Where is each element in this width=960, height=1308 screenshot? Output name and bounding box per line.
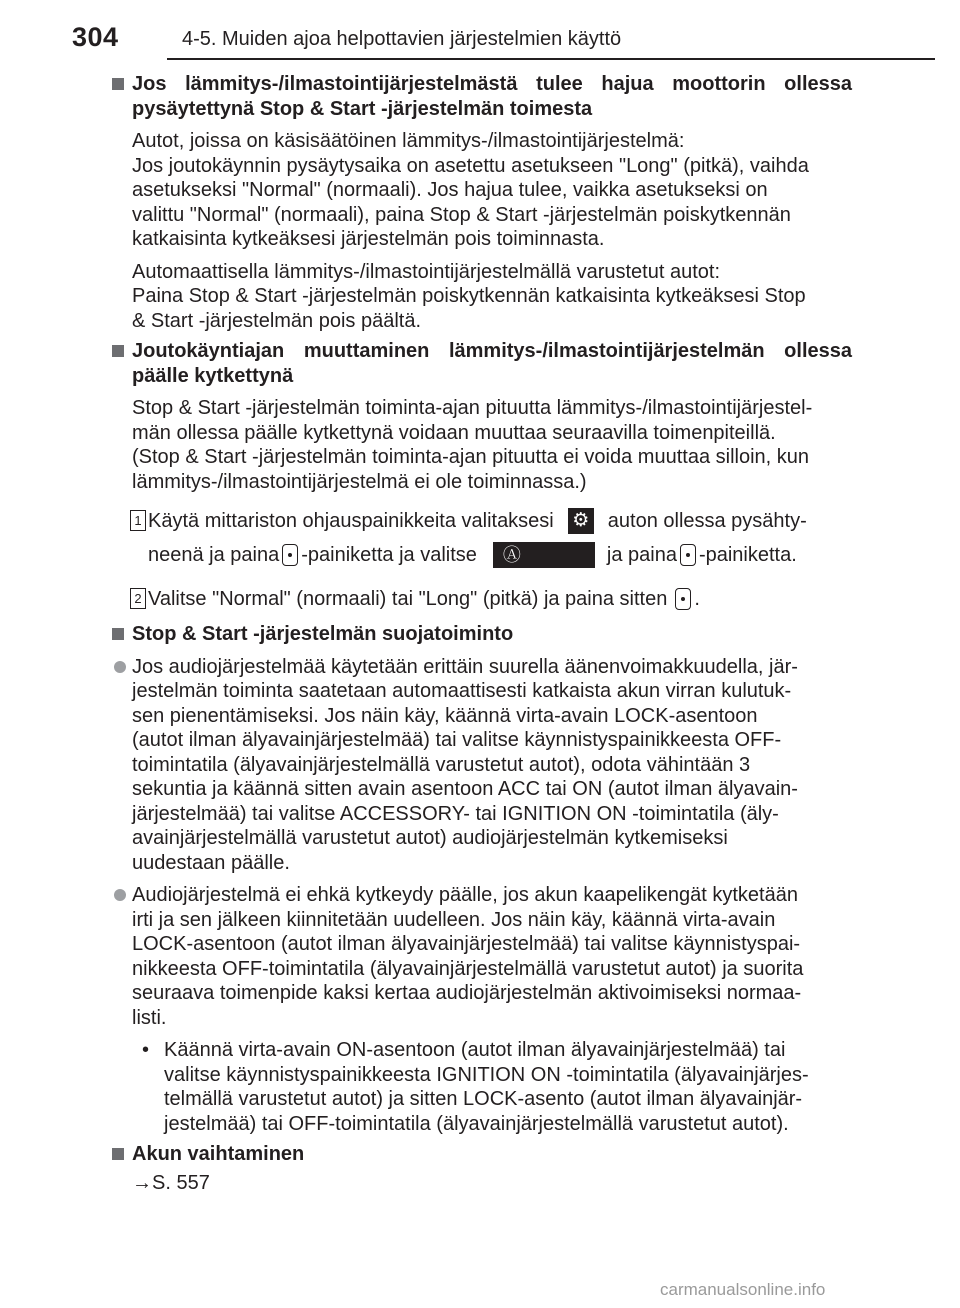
step-line: [148, 582, 852, 616]
step-text: Valitse "Normal" (normaali) tai "Long" (pitkä) ja paina sitten: [148, 587, 668, 610]
paragraph-manual-ac: [110, 129, 852, 252]
step-text: neenä ja paina: [148, 543, 280, 566]
step-text: Käytä mittariston ohjauspainikkeita valitaksesi: [148, 509, 554, 532]
page-reference: [110, 1171, 852, 1196]
step-line: [148, 504, 852, 538]
square-bullet-icon: [112, 78, 124, 90]
text-line: Stop & Start -järjestelmän toiminta-ajan pituutta lämmitys-/ilmastointijärjestel-: [132, 397, 813, 419]
text-line: järjestelmää) tai valitse ACCESSORY- tai IGNITION ON -toimintatila (äly-: [132, 802, 779, 825]
text-line: listi.: [132, 1006, 167, 1029]
arrow-icon: →: [132, 1171, 152, 1194]
step-2: [110, 582, 852, 616]
text-line: jestelmän toiminta saatetaan automaattisesti katkaista akun virran kulutuk-: [132, 680, 792, 702]
bullet-item: [110, 883, 852, 1030]
header-rule: [167, 58, 935, 60]
text-line: irti ja sen jälkeen kiinnitetään uudelleen. Jos näin käy, käännä virta-avain: [132, 908, 776, 931]
text-line: valitse käynnistyspainikkeesta IGNITION ON -toimintatila (älyavainjärjes-: [164, 1063, 809, 1086]
page-content: [110, 72, 852, 1201]
section-title: Akun vaihtaminen: [132, 1143, 305, 1165]
text-line: sekuntia ja käännä sitten avain asentoon ACC tai ON (autot ilman älyavain-: [132, 778, 798, 800]
text-line: män ollessa päälle kytkettynä voidaan muuttaa seuraavilla toimenpiteillä.: [132, 421, 776, 444]
sub-bullet-item: [110, 1038, 852, 1136]
section-title: Stop & Start -järjestelmän suojatoiminto: [132, 623, 514, 645]
text-line: Jos joutokäynnin pysäytysaika on asetettu asetukseen "Long" (pitkä), vaihda: [132, 154, 809, 177]
step-text: -painiketta ja valitse: [301, 543, 477, 566]
text-line: (Stop & Start -järjestelmän toiminta-ajan pituutta ei voida muuttaa silloin, kun: [132, 446, 810, 468]
section-heading: [110, 339, 852, 388]
round-bullet-icon: [114, 661, 126, 673]
footer-watermark: carmanualsonline.info: [660, 1280, 826, 1299]
text-line: valittu "Normal" (normaali), paina Stop & Start -järjestelmän poiskytkennän: [132, 203, 791, 226]
step-line: [148, 538, 852, 572]
text-line: Automaattisella lämmitys-/ilmastointijärjestelmällä varustetut autot:: [132, 260, 720, 283]
step-text: ja paina: [606, 543, 677, 566]
menu-item-icon: Ⓐ: [493, 542, 595, 568]
text-line: lämmitys-/ilmastointijärjestelmä ei ole toiminnassa.): [132, 470, 587, 493]
ok-button-icon: [680, 544, 696, 566]
text-line: Autot, joissa on käsisäätöinen lämmitys-/ilmastointijärjestelmä:: [132, 130, 685, 152]
settings-gear-icon: ⚙: [568, 508, 594, 534]
text-line: avainjärjestelmällä varustetut autot) audiojärjestelmän kytkemiseksi: [132, 827, 728, 849]
text-line: & Start -järjestelmän pois päältä.: [132, 309, 422, 332]
step-text: -painiketta.: [698, 543, 797, 566]
paragraph-auto-ac: [110, 260, 852, 334]
square-bullet-icon: [112, 1148, 124, 1160]
step-text: .: [694, 587, 700, 610]
section-protection: [110, 622, 852, 1136]
ok-button-icon: [282, 544, 298, 566]
text-line: Jos audiojärjestelmää käytetään erittäin suurella äänenvoimakkuudella, jär-: [132, 655, 798, 678]
section-heading: [110, 72, 852, 121]
section-title: Joutokäyntiajan muuttaminen lämmitys-/ilmastointijärjestelmän ollessa päälle kytkettynä: [132, 340, 852, 387]
section-idle-time: [110, 339, 852, 616]
section-heading: [110, 622, 852, 647]
text-line: telmällä varustetut autot) ja sitten LOCK-asento (autot ilman älyavainjär-: [164, 1088, 803, 1110]
section-odor: [110, 72, 852, 333]
step-number: 2: [130, 588, 146, 609]
text-line: LOCK-asentoon (autot ilman älyavainjärjestelmää) tai valitse käynnistyspai-: [132, 933, 801, 955]
page-reference-text: S. 557: [152, 1171, 210, 1194]
text-line: asetukseksi "Normal" (normaali). Jos hajua tulee, vaikka asetukseksi on: [132, 179, 768, 201]
text-line: jestelmää) tai OFF-toimintatila (älyavainjärjestelmällä varustetut autot).: [164, 1112, 789, 1135]
square-bullet-icon: [112, 628, 124, 640]
text-line: Paina Stop & Start -järjestelmän poiskytkennän katkaisinta kytkeäksesi Stop: [132, 285, 806, 307]
paragraph-idle-time: [110, 396, 852, 494]
sub-bullet-marker: •: [142, 1039, 150, 1061]
text-line: toimintatila (älyavainjärjestelmällä varustetut autot), odota vähintään 3: [132, 753, 751, 776]
ok-button-icon: [675, 588, 691, 610]
text-line: nikkeesta OFF-toimintatila (älyavainjärjestelmällä varustetut autot) ja suorita: [132, 957, 804, 980]
chapter-title: 4-5. Muiden ajoa helpottavien järjestelmien käyttö: [182, 28, 622, 50]
page-header: [0, 0, 960, 70]
text-line: katkaisinta kytkeäksesi järjestelmän pois toiminnasta.: [132, 228, 605, 250]
text-line: seuraava toimenpide kaksi kertaa audiojärjestelmän aktivoimiseksi normaa-: [132, 982, 802, 1004]
text-line: Audiojärjestelmä ei ehkä kytkeydy päälle, jos akun kaapelikengät kytketään: [132, 884, 798, 906]
step-1: [110, 504, 852, 572]
text-line: uudestaan päälle.: [132, 851, 290, 874]
text-line: Käännä virta-avain ON-asentoon (autot ilman älyavainjärjestelmää) tai: [164, 1039, 786, 1061]
section-heading: [110, 1142, 852, 1167]
square-bullet-icon: [112, 345, 124, 357]
text-line: (autot ilman älyavainjärjestelmää) tai valitse käynnistyspainikkeesta OFF-: [132, 729, 782, 751]
round-bullet-icon: [114, 889, 126, 901]
text-line: sen pienentämiseksi. Jos näin käy, käännä virta-avain LOCK-asentoon: [132, 704, 758, 727]
section-battery: [110, 1142, 852, 1195]
bullet-item: [110, 655, 852, 876]
page-number: 304: [72, 22, 119, 52]
section-title: Jos lämmitys-/ilmastointijärjestelmästä tulee hajua moottorin ollessa pysäytettynä Stop & Start -järjestelmän toimesta: [132, 73, 852, 120]
step-text: auton ollessa pysähty-: [607, 509, 807, 532]
step-number: 1: [130, 510, 146, 531]
